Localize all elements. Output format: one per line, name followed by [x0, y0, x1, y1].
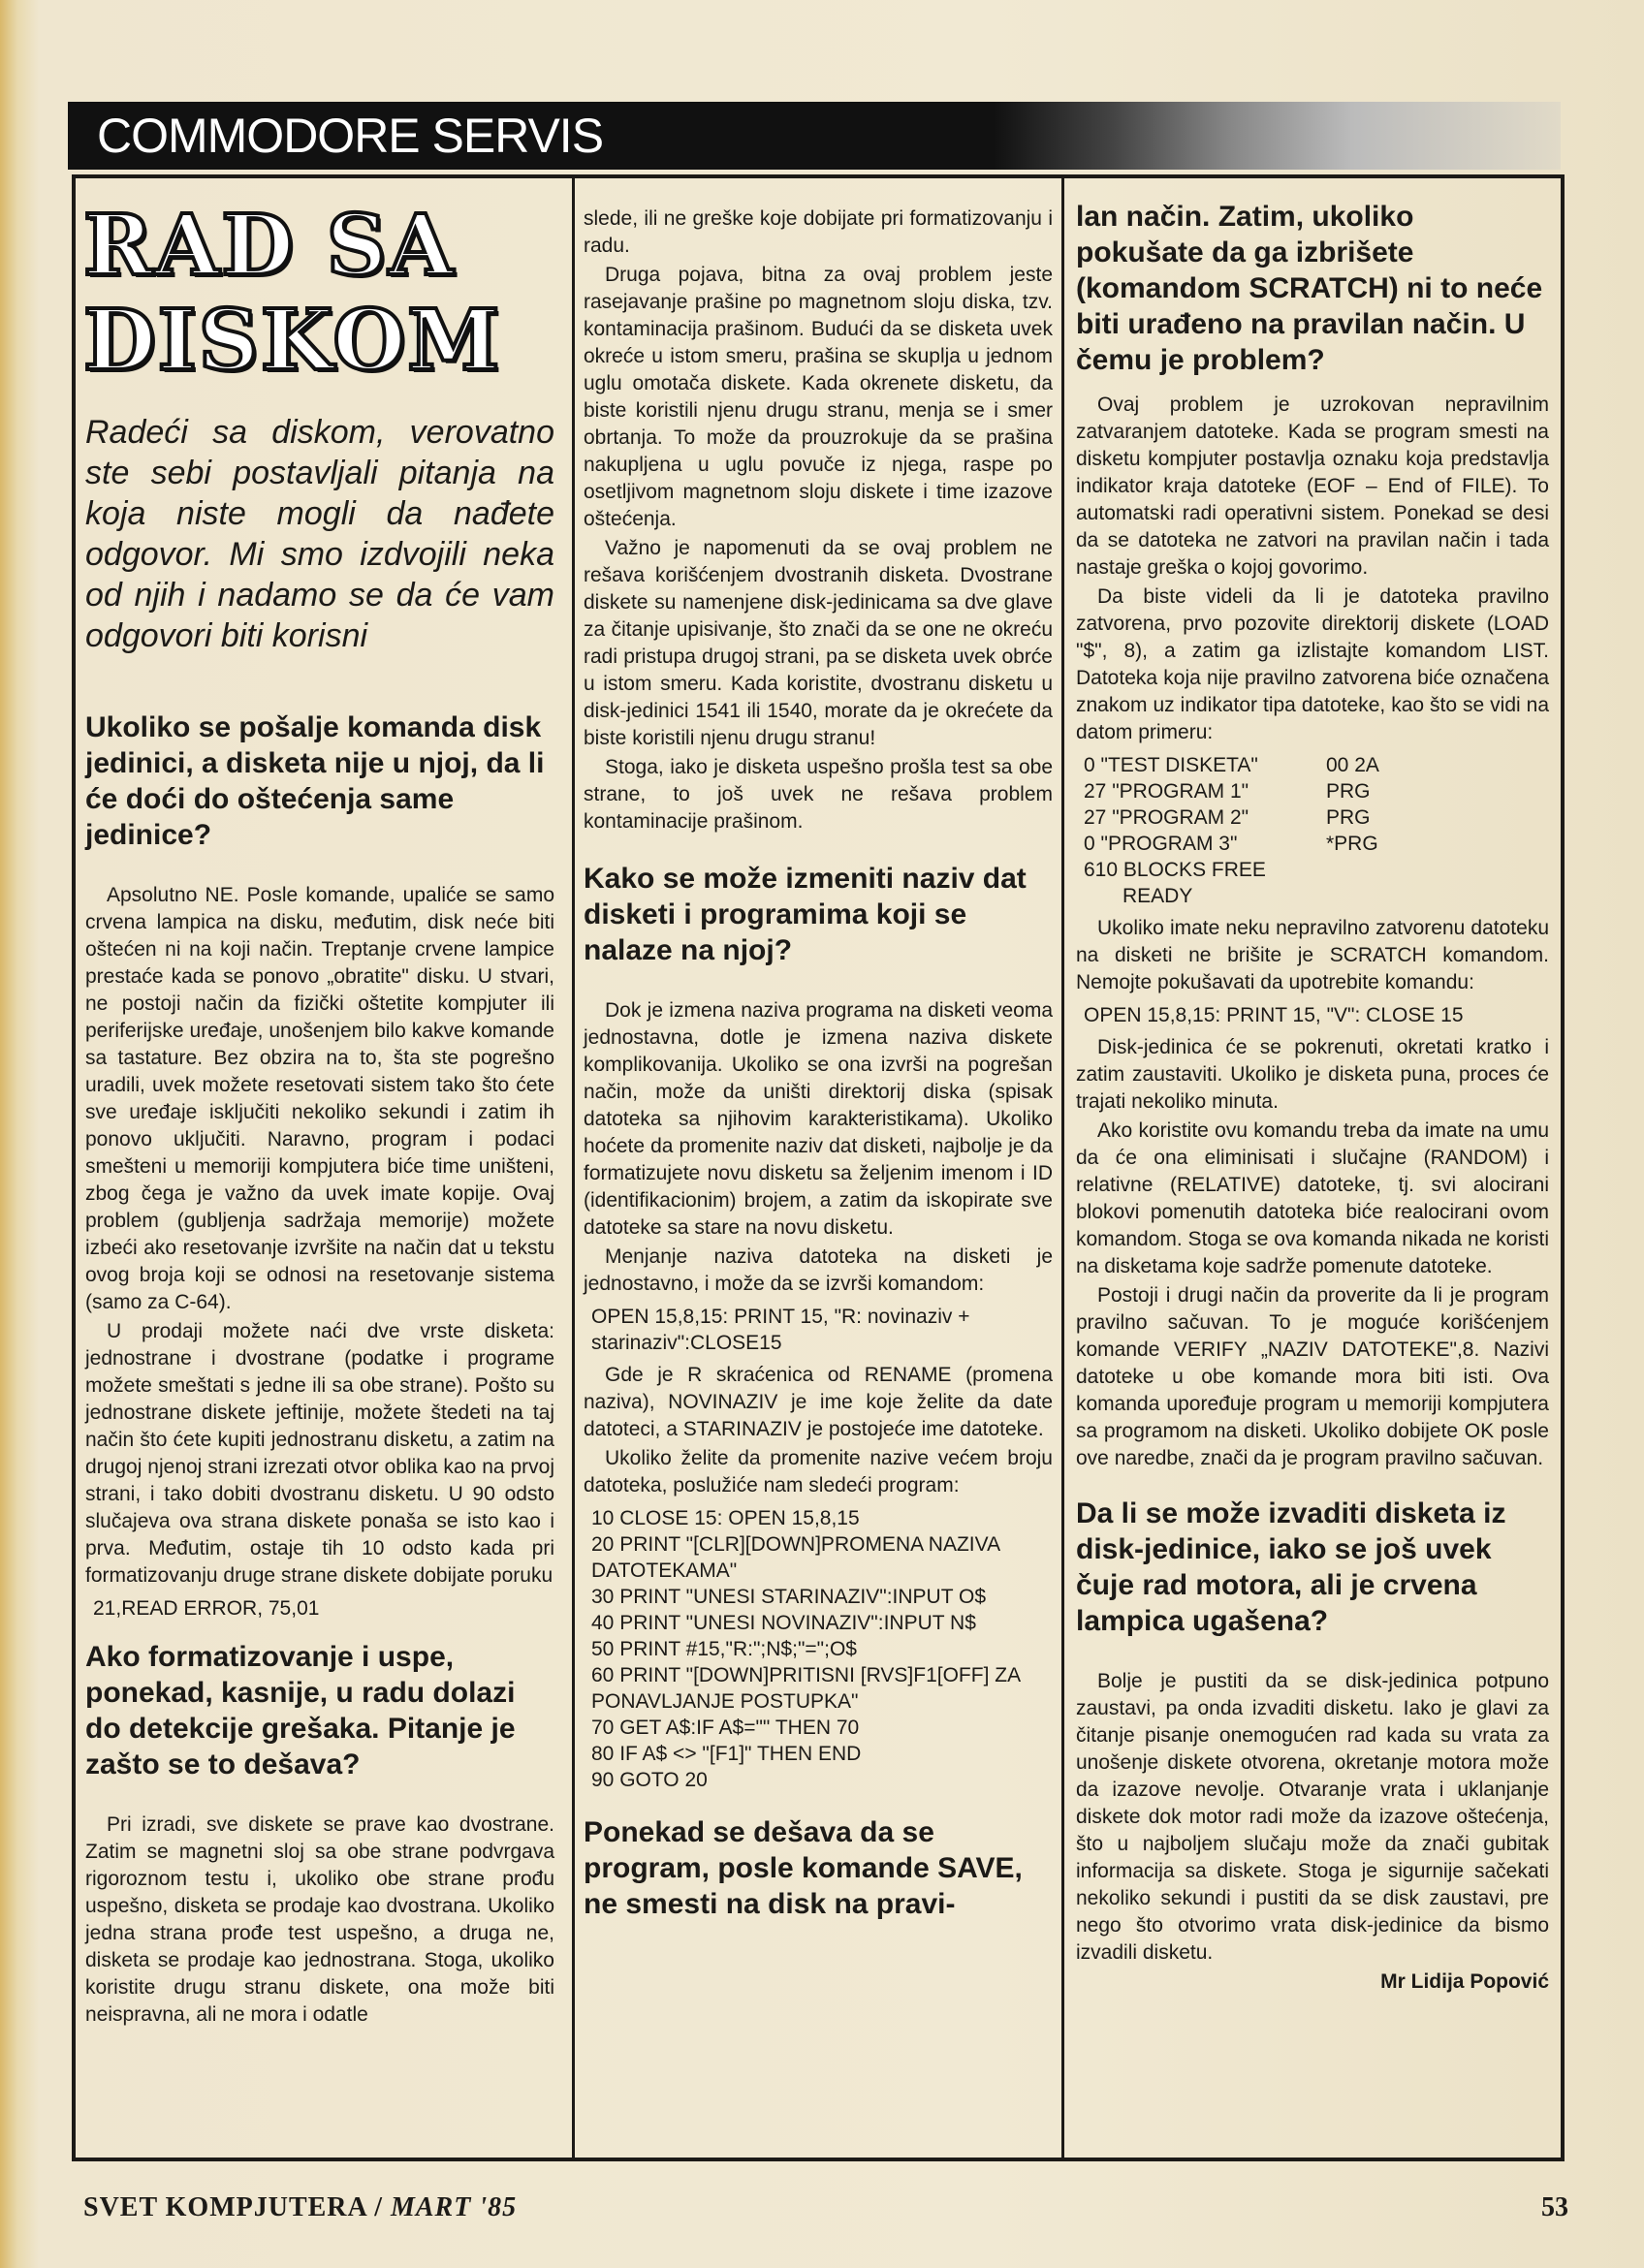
- section-title: COMMODORE SERVIS: [97, 109, 604, 163]
- col3-paragraph-4: Disk-jedinica će se pokrenuti, okretati kratko i zatim zaustaviti. Ukoliko je disketa puna, proces će trajati nekoliko minuta.: [1076, 1036, 1549, 1113]
- col2-paragraph-6: Menjanje naziva datoteka na disketi je jednostavno, i može da se izvrši komandom:: [584, 1245, 1053, 1295]
- article-intro: Radeći sa diskom, verovatno ste sebi postavljali pitanja na koja niste mogli da nađete odgovor. Mi smo izdvojili neka od njih i nadamo se da će vam odgovori biti korisni: [85, 414, 554, 654]
- listing-row: 27 "PROGRAM 2" PRG: [1084, 806, 1371, 829]
- magazine-footer: SVET KOMPJUTERA / MART '85: [83, 2192, 518, 2222]
- column-divider-2: [1061, 178, 1064, 2161]
- col3-paragraph-6: Postoji i drugi način da proverite da li je program pravilno sačuvan. To je moguće korišćenjem komande VERIFY „NAZIV DATOTEKE",8. Nazivi datoteke u obe komande mora biti isti. Ova komanda upoređuje program u memoriji kompjutera sa programom na disketi. Ukoliko dobijete OK posle ove naredbe, znači da je program pravilno sačuvan.: [1076, 1284, 1549, 1469]
- program-line: 20 PRINT "[CLR][DOWN]PROMENA NAZIVA DATOTEKAMA": [591, 1533, 999, 1582]
- col2-paragraph-2: Druga pojava, bitna za ovaj problem jeste rasejavanje prašine po magnetnom sloju diska, tzv. kontaminacija prašinom. Budući da se disketa uvek okreće u istom smeru, prašina se skuplja u jednom uglu omotača diskete. Kada okrenete disketu, da biste koristili njenu drugu stranu, menja se i smer obrtanja. To može da prouzrokuje da se prašina nakupljena u uglu povuče iz njega, raspe po osetljivom magnetnom sloju diskete i time izazove oštećenja.: [584, 264, 1053, 530]
- question-4-continued: lan način. Zatim, ukoliko pokušate da ga izbrišete (komandom SCRATCH) ni to neće biti urađeno na pravilan način. U čemu je problem?: [1076, 201, 1543, 376]
- col2-paragraph-3: Važno je napomenuti da se ovaj problem ne rešava korišćenjem dvostranih disketa. Dvostrane diskete su namenjene disk-jedinicama sa dve glave za čitanje upisivanje, što znači da se one ne okreću radi pristupa drugoj strani, pa se disketa uvek obrće u istom smeru. Kada koristite, dvostranu disketu u disk-jedinici 1541 ili 1540, morate da je okrećete da biste koristili njenu drugu stranu!: [584, 537, 1053, 749]
- question-1: Ukoliko se pošalje komanda disk jedinici, a disketa nije u njoj, da li će doći do oštećenja same jedinice?: [85, 711, 545, 851]
- col3-paragraph-1: Ovaj problem je uzrokovan nepravilnim zatvaranjem datoteke. Kada se program smesti na disketu kompjuter postavlja oznaku koja predstavlja indikator kraja datoteke (EOF – End of FILE). To automatski radi operativni sistem. Ponekad se desi da se datoteka ne zatvori na pravilan način i tada nastaje greška o kojoj govorimo.: [1076, 394, 1549, 579]
- col3-paragraph-2: Da biste videli da li je datoteka pravilno zatvorena, prvo pozovite direktorij diskete (LOAD "$", 8), a zatim ga izlistajte komandom LIST. Datoteka koja nije pravilno zatvorena biće označena znakom uz indikator tipa datoteke, kao što se vidi na datom primeru:: [1076, 585, 1549, 743]
- headline-line-2: DISKOM: [83, 292, 502, 390]
- question-4: Ponekad se dešava da se program, posle komande SAVE, ne smesti na disk na pravi-: [584, 1816, 1023, 1920]
- listing-row: READY: [1122, 885, 1193, 907]
- column-divider-1: [572, 178, 575, 2161]
- col2-paragraph-8: Ukoliko želite da promenite nazive većem broju datoteka, poslužiće nam sledeći program:: [584, 1447, 1053, 1496]
- article-author: Mr Lidija Popović: [1380, 1970, 1549, 1993]
- col2-paragraph-7: Gde je R skraćenica od RENAME (promena naziva), NOVINAZIV je ime koje želite da date datoteci, a STARINAZIV je postojeće ime datoteke.: [584, 1364, 1053, 1440]
- question-2: Ako formatizovanje i uspe, ponekad, kasnije, u radu dolazi do detekcije grešaka. Pitanje je zašto se to dešava?: [85, 1641, 516, 1780]
- answer-1-paragraph-1: Apsolutno NE. Posle komande, upaliće se samo crvena lampica na disku, međutim, disk neće biti oštećen ni na koji način. Treptanje crvene lampice prestaće kada se ponovo „obratite" disku. U stvari, ne postoji način da fizički oštetite kompjuter ili periferijske uređaje, unošenjem bilo kakve komande sa tastature. Bez obzira na to, šta ste pogrešno uradili, uvek možete resetovati sistem tako što ćete sve uređaje isključiti nekoliko sekundi i zatim ih ponovo uključiti. Naravno, program i podaci smešteni u memoriji kompjutera biće time uništeni, zbog čega je važno da uvek imate kopije. Ovaj problem (gubljenja sadržaja memorije) možete izbeći ako resetovanje izvršite na način dat u tekstu ovog broja koji se odnosi na resetovanje sistema (samo za C-64).: [85, 884, 554, 1313]
- answer-1-error-code: 21,READ ERROR, 75,01: [93, 1597, 320, 1620]
- headline-line-1: RAD SA: [83, 197, 456, 295]
- directory-listing: [1084, 752, 1549, 909]
- rename-command: OPEN 15,8,15: PRINT 15, "R: novinaziv + starinaziv":CLOSE15: [591, 1306, 970, 1354]
- program-line: 30 PRINT "UNESI STARINAZIV":INPUT O$: [591, 1586, 986, 1608]
- col2-paragraph-4: Stoga, iako je disketa uspešno prošla test sa obe strane, to još uvek ne rešava problem kontaminacije prašinom.: [584, 756, 1053, 833]
- program-line: 10 CLOSE 15: OPEN 15,8,15: [591, 1507, 860, 1529]
- section-banner: [68, 102, 1561, 170]
- listing-row: 610 BLOCKS FREE: [1084, 859, 1266, 881]
- col3-paragraph-7: Bolje je pustiti da se disk-jedinica potpuno zaustavi, pa onda izvaditi disketu. Iako je glavi za čitanje pisanje onemogućen rad kada su vrata za unošenje diskete otvorena, okretanje motora može da izazove nevolje. Otvaranje vrata i uklanjanje diskete dok motor radi može da izazove oštećenja, što u najboljem slučaju može da znači gubitak informacija sa diskete. Stoga je sigurnije sačekati nekoliko sekundi i pustiti da se disk zaustavi, pre nego što otvorimo vrata disk-jedinice da bismo izvadili disketu.: [1076, 1670, 1549, 1964]
- column-3: [1076, 199, 1549, 1996]
- answer-1-paragraph-2: U prodaji možete naći dve vrste disketa: jednostrane i dvostrane (podatke i programe možete smeštati s jedne ili sa obe strane). Pošto su jednostrane diskete jeftinije, možete štedeti na taj način što ćete kupiti jednostranu disketu, a zatim na drugoj njenoj strani izrezati otvor oblika kao na prvoj strani, i tako dobiti dvostranu disketu. U 90 odsto slučajeva ova strana diskete ponaša se isto kao i prva. Međutim, ostaje tih 10 odsto kada pri formatizovanju druge strane diskete dobijate poruku: [85, 1320, 554, 1587]
- verify-command: OPEN 15,8,15: PRINT 15, "V": CLOSE 15: [1084, 1004, 1464, 1026]
- col3-paragraph-3: Ukoliko imate neku nepravilno zatvorenu datoteku na disketi ne brišite je SCRATCH komandom. Nemojte pokušavati da upotrebite komandu:: [1076, 917, 1549, 993]
- col2-paragraph-5: Dok je izmena naziva programa na disketi veoma jednostavna, dotle je izmena naziva diskete komplikovanija. Ukoliko se ona izvrši na pogrešan način, može da uništi direktorij diska (spisak datoteka sa njihovim karakteristikama). Ukoliko hoćete da promenite naziv dat disketi, najbolje je da formatizujete novu disketu sa željenim imenom i ID (identifikacionim) brojem, a zatim da iskopirate sve datoteke sa stare na novu disketu.: [584, 999, 1053, 1239]
- program-line: 50 PRINT #15,"R:";N$;"=";O$: [591, 1638, 857, 1660]
- program-line: 60 PRINT "[DOWN]PRITISNI [RVS]F1[OFF] ZA PONAVLJANJE POSTUPKA": [591, 1664, 1020, 1713]
- page-number: 53: [1541, 2192, 1568, 2222]
- rename-program-listing: [591, 1505, 1053, 1793]
- article-headline: [83, 199, 529, 389]
- column-2: [584, 205, 1053, 1951]
- magazine-name: SVET KOMPJUTERA: [83, 2192, 367, 2222]
- col3-paragraph-5: Ako koristite ovu komandu treba da imate na umu da će ona eliminisati i slučajne (RANDOM) i relativne (RELATIVE) datoteke, tj. svi alocirani blokovi pomenutih datoteka biće realocirani ovom komandom. Stoga se ova komanda nikada ne koristi na disketama koje sadrže pomenute datoteke.: [1076, 1119, 1549, 1277]
- issue-date: MART '85: [390, 2192, 518, 2222]
- column-1: [85, 709, 554, 2031]
- program-line: 90 GOTO 20: [591, 1769, 708, 1791]
- col2-paragraph-1: slede, ili ne greške koje dobijate pri formatizovanju i radu.: [584, 207, 1053, 257]
- program-line: 80 IF A$ <> "[F1]" THEN END: [591, 1743, 862, 1765]
- listing-row: 0 "TEST DISKETA" 00 2A: [1084, 754, 1379, 776]
- program-line: 70 GET A$:IF A$="" THEN 70: [591, 1717, 860, 1739]
- answer-2-paragraph-1: Pri izradi, sve diskete se prave kao dvostrane. Zatim se magnetni sloj sa obe strane podvrgava rigoroznom testu i, ukoliko obe strane prođu uspešno, disketa se prodaje kao dvostrana. Ukoliko jedna strana prođe test uspešno, a druga ne, disketa se prodaje kao jednostrana. Stoga, ukoliko koristite drugu stranu diskete, ona može biti neispravna, ali ne mora i odatle: [85, 1813, 554, 2026]
- question-5: Da li se može izvaditi disketa iz disk-jedinice, iako se još uvek čuje rad motora, ali je crvena lampica ugašena?: [1076, 1497, 1506, 1637]
- listing-row: 0 "PROGRAM 3" *PRG: [1084, 833, 1378, 855]
- program-line: 40 PRINT "UNESI NOVINAZIV":INPUT N$: [591, 1612, 976, 1634]
- question-3: Kako se može izmeniti naziv dat disketi i programima koji se nalaze na njoj?: [584, 863, 1027, 966]
- listing-row: 27 "PROGRAM 1" PRG: [1084, 780, 1371, 803]
